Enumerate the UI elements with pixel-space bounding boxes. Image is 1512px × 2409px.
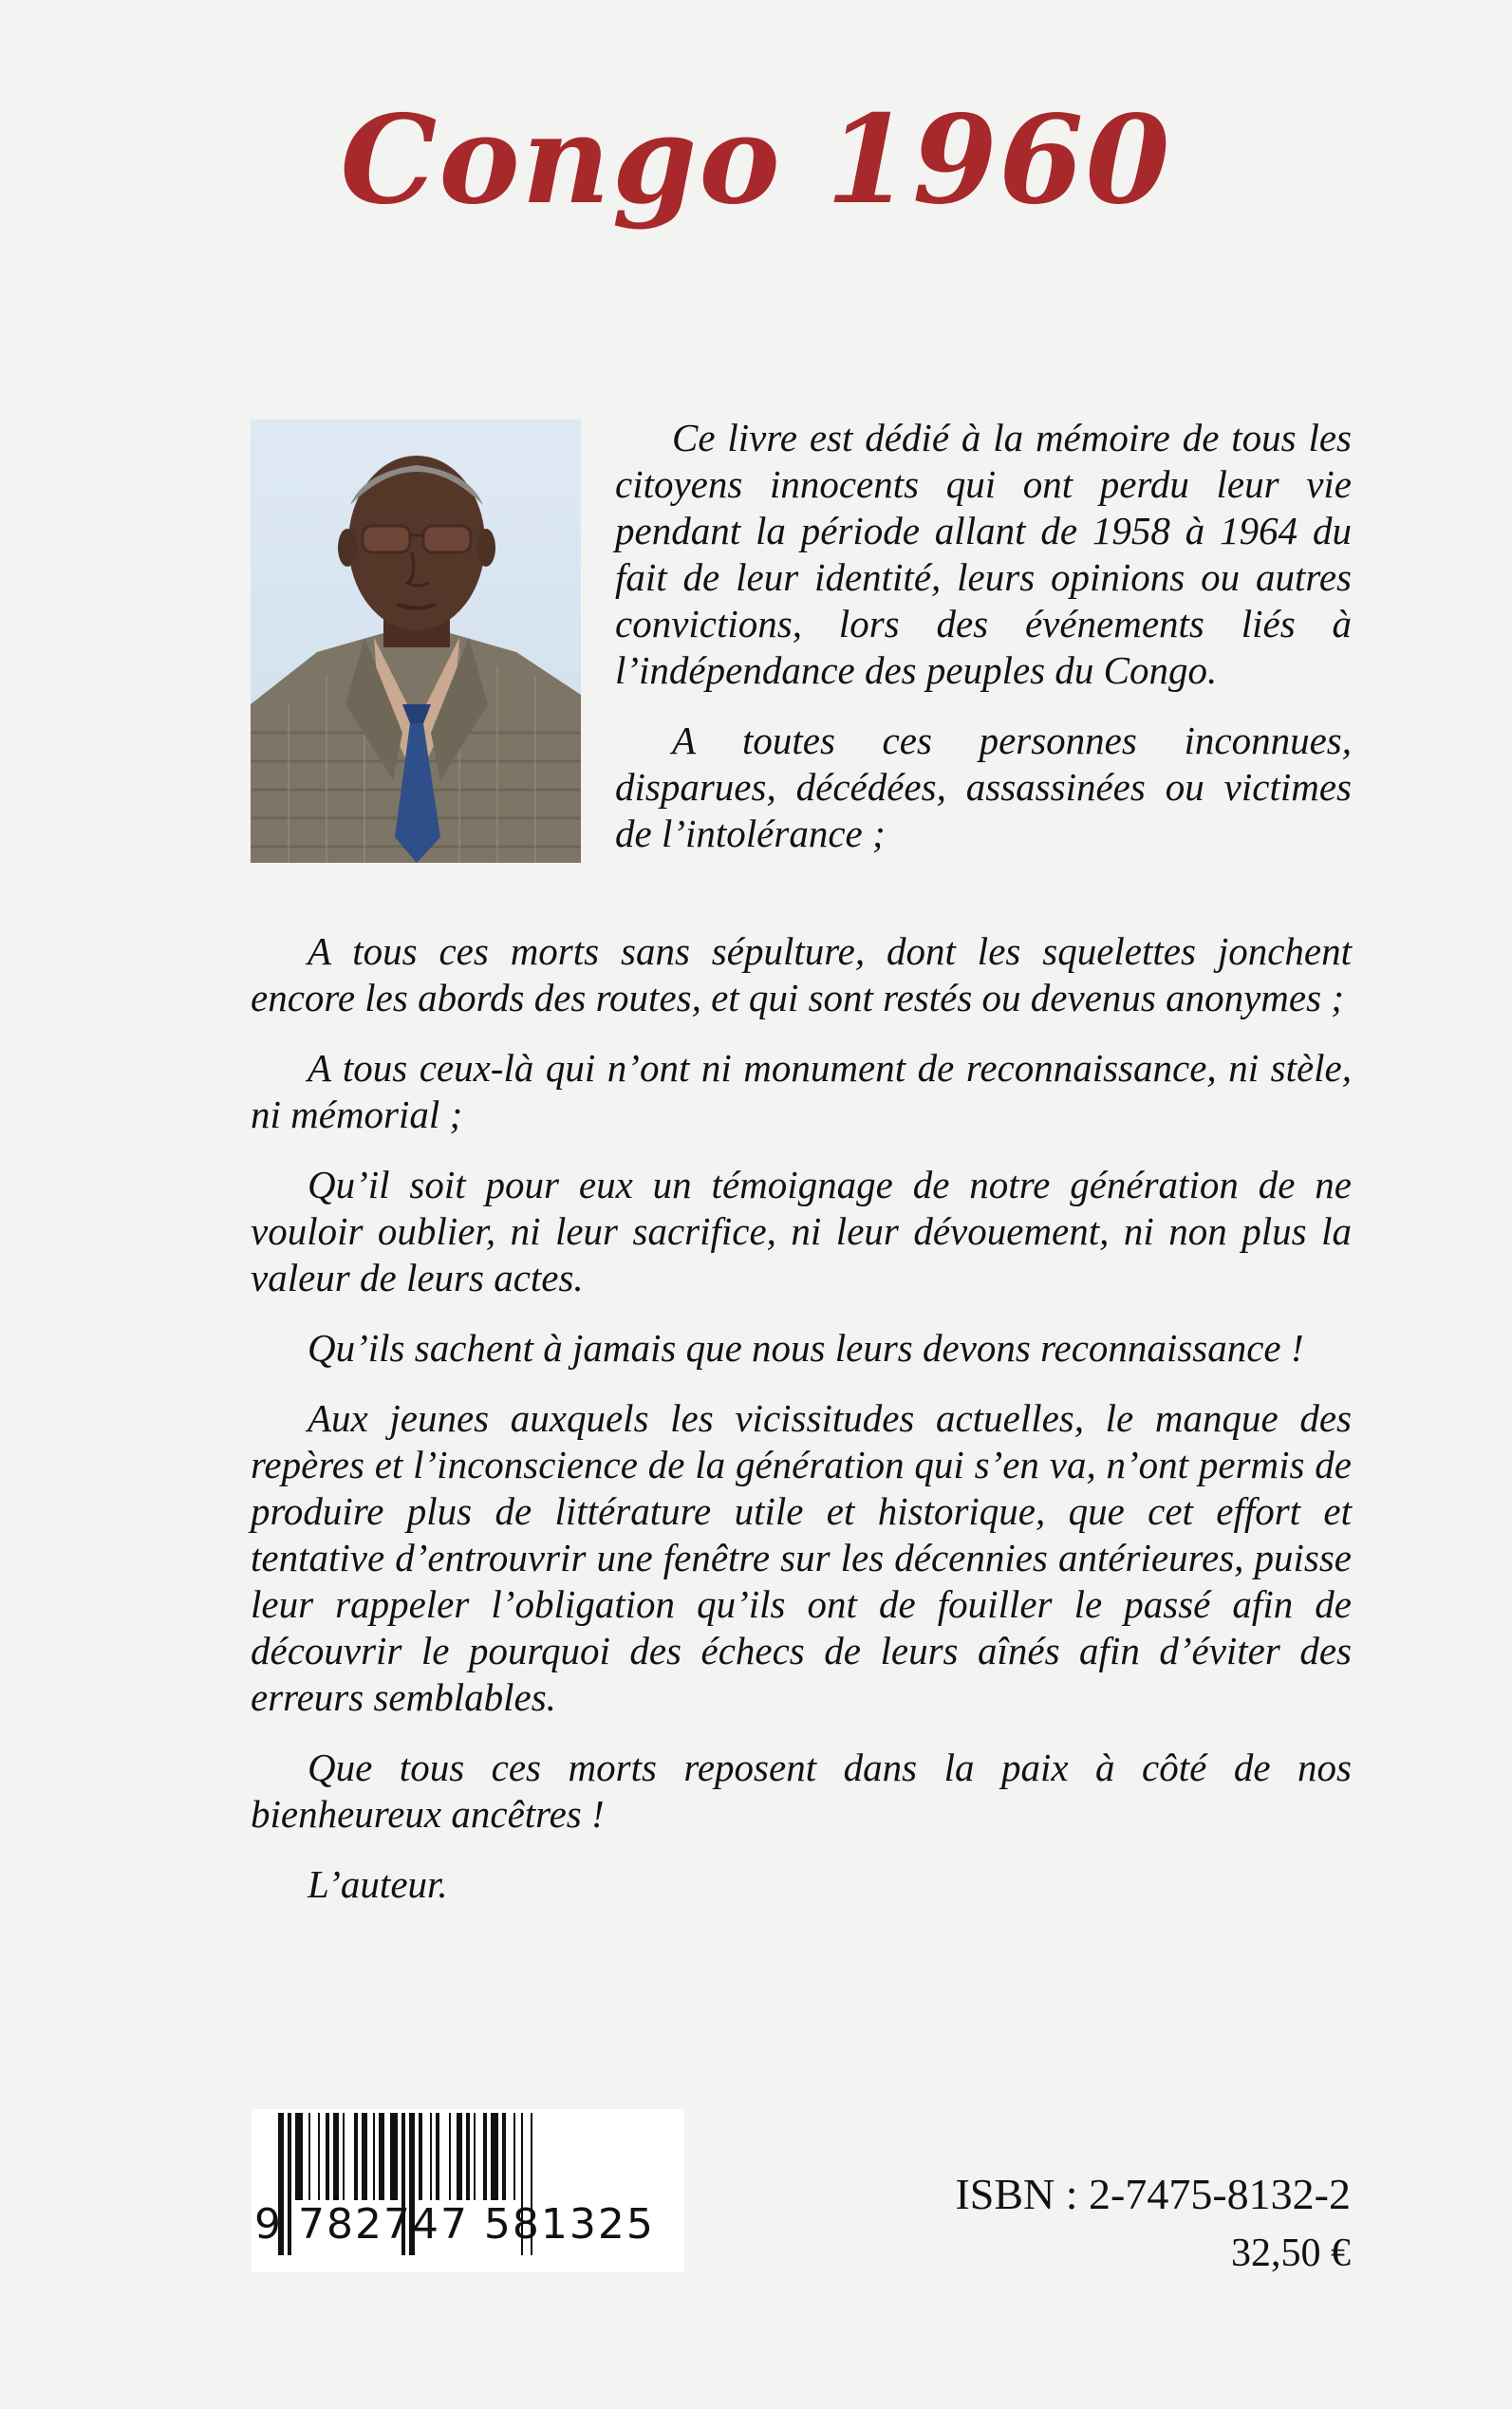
barcode-bar [390, 2113, 398, 2200]
author-photo [251, 420, 581, 863]
dedication-paragraph: A tous ceux-là qui n’ont ni monument de reconnaissance, ni stèle, ni mémorial ; [251, 1046, 1352, 1136]
price: 32,50 € [1231, 2232, 1351, 2275]
dedication-paragraph: Que tous ces morts reposent dans la paix à côté de nos bienheureux ancêtres ! [251, 1746, 1352, 1836]
dedication-bottom-text [251, 928, 1352, 1932]
author-portrait-icon [251, 420, 581, 863]
barcode-bar [474, 2113, 476, 2200]
author-signature: L’auteur. [308, 1862, 448, 1906]
barcode-bar [430, 2113, 432, 2200]
dedication-paragraph: Ce livre est dédié à la mémoire de tous les citoyens innocents qui ont perdu leur vie pendant la période allant de 1958 à 1964 du fait de leur identité, leurs opinions ou autres convictions, lors des événements liés à l’indépendance des peuples du Congo. [615, 416, 1352, 692]
dedication-paragraph: Qu’il soit pour eux un témoignage de notre génération de ne vouloir oublier, ni leur sacrifice, ni leur dévouement, ni non plus la valeur de leurs actes. [251, 1163, 1352, 1299]
barcode-bar [354, 2113, 358, 2200]
barcode-bar [326, 2113, 329, 2200]
barcode-bar [343, 2113, 345, 2200]
barcode-bar [373, 2113, 375, 2200]
barcode-bar [466, 2113, 470, 2200]
dedication-paragraph: A toutes ces personnes inconnues, disparues, décédées, assassinées ou victimes de l’intolérance ; [615, 719, 1352, 855]
barcode-bar [419, 2113, 422, 2200]
dedication-paragraph: Aux jeunes auxquels les vicissitudes actuelles, le manque des repères et l’inconscience de la génération qui s’en va, n’ont permis de produire plus de littérature utile et historique, que cet effort et tentative d’entrouvrir une fenêtre sur les décennies antérieures, puisse leur rappeler l’obligation qu’ils ont de fouiller le passé afin de découvrir le pourquoi des échecs de leurs aînés afin d’éviter des erreurs semblables. [251, 1396, 1352, 1719]
barcode-bar [457, 2113, 462, 2200]
barcode-bar [436, 2113, 439, 2200]
barcode-bar [379, 2113, 384, 2200]
isbn: ISBN : 2-7475-8132-2 [955, 2170, 1351, 2218]
barcode-number: 9 782747 581325 [254, 2200, 655, 2249]
dedication-paragraph: A tous ces morts sans sépulture, dont les squelettes jonchent encore les abords des routes, et qui sont restés ou devenus anonymes ; [251, 929, 1352, 1019]
barcode-bar [491, 2113, 498, 2200]
barcode-bar [318, 2113, 320, 2200]
barcode-bar [308, 2113, 310, 2200]
barcode-bar [333, 2113, 339, 2200]
barcode-bar [513, 2113, 515, 2200]
book-title: Congo 1960 [340, 89, 1172, 232]
barcode-bar [483, 2113, 487, 2200]
barcode-bar [295, 2113, 303, 2200]
dedication-paragraph: Qu’ils sachent à jamais que nous leurs devons reconnaissance ! [308, 1326, 1304, 1370]
barcode-bar [362, 2113, 367, 2200]
barcode-bar [449, 2113, 451, 2200]
dedication-top-text [615, 415, 1352, 881]
barcode-bar [502, 2113, 506, 2200]
